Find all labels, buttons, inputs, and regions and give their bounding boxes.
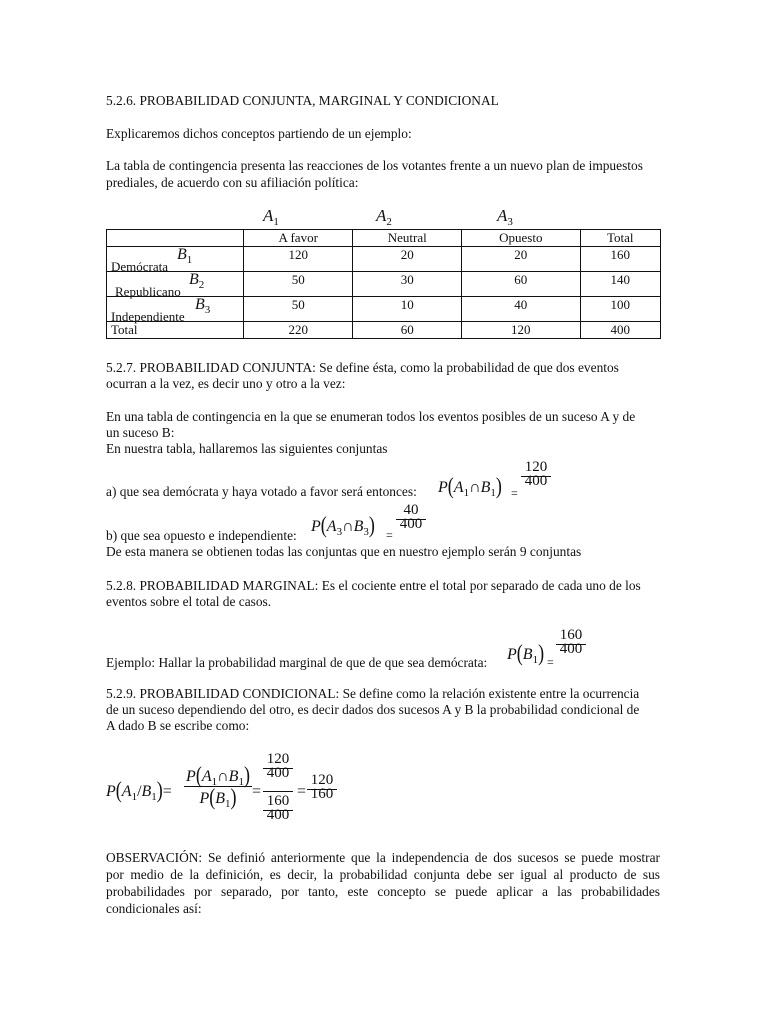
- condicional-line-2: de un suceso dependiendo del otro, es decir dados dos sucesos A y B la probabilidad condicional de: [106, 702, 640, 717]
- table-row: [107, 272, 661, 297]
- table-cell: 160: [580, 247, 660, 272]
- table-header-row: [107, 230, 661, 247]
- equals-sign: =: [252, 783, 262, 800]
- conjunta-line-4: un suceso B:: [106, 425, 175, 440]
- example-b-text: b) que sea opuesto e independiente:: [106, 528, 297, 543]
- conjunta-line-1: 5.2.7. PROBABILIDAD CONJUNTA: Se define ésta, como la probabilidad de que dos eventos: [106, 360, 619, 375]
- condicional-line-3: A dado B se escribe como:: [106, 718, 250, 733]
- header-cell: A favor: [244, 230, 353, 247]
- marginal-line-2: eventos sobre el total de casos.: [106, 594, 272, 609]
- conjunta-line-5: En nuestra tabla, hallaremos las siguientes conjuntas: [106, 441, 388, 456]
- table-row: [107, 247, 661, 272]
- observacion-line-3: probabilidades por separado, por tanto, este concepto se puede aplicar a las probabilidades: [106, 884, 660, 899]
- contingency-table: [106, 229, 661, 339]
- row-label-total: Total: [107, 322, 244, 339]
- table-cell: 60: [353, 322, 462, 339]
- table-cell: 120: [462, 322, 580, 339]
- table-cell: 60: [462, 272, 580, 297]
- table-cell: 20: [462, 247, 580, 272]
- formula-big-fraction: $P(A_1\cap B_1)$ $P(B_1)$: [184, 765, 252, 810]
- table-intro-line-2: prediales, de acuerdo con su afiliación política:: [106, 175, 359, 190]
- fraction-a: 120 400: [521, 459, 551, 490]
- table-cell: 40: [462, 297, 580, 322]
- condicional-line-1: 5.2.9. PROBABILIDAD CONDICIONAL: Se define como la relación existente entre la ocurrencia: [106, 686, 640, 701]
- table-intro-line-1: La tabla de contingencia presenta las reacciones de los votantes frente a un nuevo plan de impuestos: [106, 158, 643, 173]
- table-corner-cell: [107, 230, 244, 247]
- table-cell: 10: [353, 297, 462, 322]
- fraction-result: 120 160: [307, 772, 337, 803]
- conjunta-conclusion: De esta manera se obtienen todas las conjuntas que en nuestro ejemplo serán 9 conjuntas: [106, 544, 582, 559]
- table-cell: 100: [580, 297, 660, 322]
- table-cell: 120: [244, 247, 353, 272]
- conjunta-line-2: ocurran a la vez, es decir uno y otro a la vez:: [106, 376, 346, 391]
- header-cell: Neutral: [353, 230, 462, 247]
- fraction-marginal: 160 400: [556, 627, 586, 658]
- column-symbol-a1: $A_1$: [263, 206, 279, 228]
- main-fraction-bar: [263, 791, 293, 792]
- marginal-line-1: 5.2.8. PROBABILIDAD MARGINAL: Es el cociente entre el total por separado de cada uno de los: [106, 578, 641, 593]
- row-label-independiente: Independiente $B_3$: [107, 297, 244, 322]
- equals-sign: =: [511, 486, 518, 500]
- intro-text: Explicaremos dichos conceptos partiendo de un ejemplo:: [106, 126, 412, 141]
- observacion-paragraph: [106, 849, 660, 917]
- fraction-upper: 120 400: [263, 751, 293, 782]
- equals-sign: =: [297, 783, 307, 800]
- column-symbol-a2: $A_2$: [376, 206, 392, 228]
- marginal-example-text: Ejemplo: Hallar la probabilidad marginal de que de que sea demócrata:: [106, 655, 488, 670]
- column-symbol-a3: $A_3$: [497, 206, 513, 228]
- row-label-democrata: Demócrata $B_1$: [107, 247, 244, 272]
- table-cell: 30: [353, 272, 462, 297]
- observacion-line-4: condicionales así:: [106, 901, 202, 916]
- table-cell: 140: [580, 272, 660, 297]
- header-cell: Opuesto: [462, 230, 580, 247]
- example-a-text: a) que sea demócrata y haya votado a favor será entonces:: [106, 484, 417, 499]
- formula-p-a1-given-b1: $P(A_1/B_1)=$: [106, 776, 172, 803]
- table-cell: 400: [580, 322, 660, 339]
- observacion-line-1: OBSERVACIÓN: Se definió anteriormente que la independencia de dos sucesos se puede mostrar: [106, 850, 660, 865]
- formula-p-b1: $P(B_1)$: [507, 639, 545, 666]
- header-cell: Total: [580, 230, 660, 247]
- section-title: 5.2.6. PROBABILIDAD CONJUNTA, MARGINAL Y CONDICIONAL: [106, 93, 499, 108]
- equals-sign: =: [547, 655, 554, 669]
- table-row: [107, 297, 661, 322]
- table-cell: 220: [244, 322, 353, 339]
- table-cell: 20: [353, 247, 462, 272]
- table-cell: 50: [244, 272, 353, 297]
- formula-p-a3-and-b3: $P(A_3\cap B_3)$: [311, 511, 375, 538]
- row-label-republicano: Republicano $B_2$: [107, 272, 244, 297]
- equals-sign: =: [386, 528, 393, 542]
- observacion-line-2: por medio de la definición, es decir, la probabilidad conjunta debe ser igual al producto de sus: [106, 867, 660, 882]
- formula-p-a1-and-b1: $P(A_1\cap B_1)$: [438, 472, 502, 499]
- table-row-total: [107, 322, 661, 339]
- fraction-lower: 160 400: [263, 793, 293, 824]
- table-cell: 50: [244, 297, 353, 322]
- fraction-b: 40 400: [396, 502, 426, 533]
- conjunta-line-3: En una tabla de contingencia en la que se enumeran todos los eventos posibles de un suceso A y de: [106, 409, 636, 424]
